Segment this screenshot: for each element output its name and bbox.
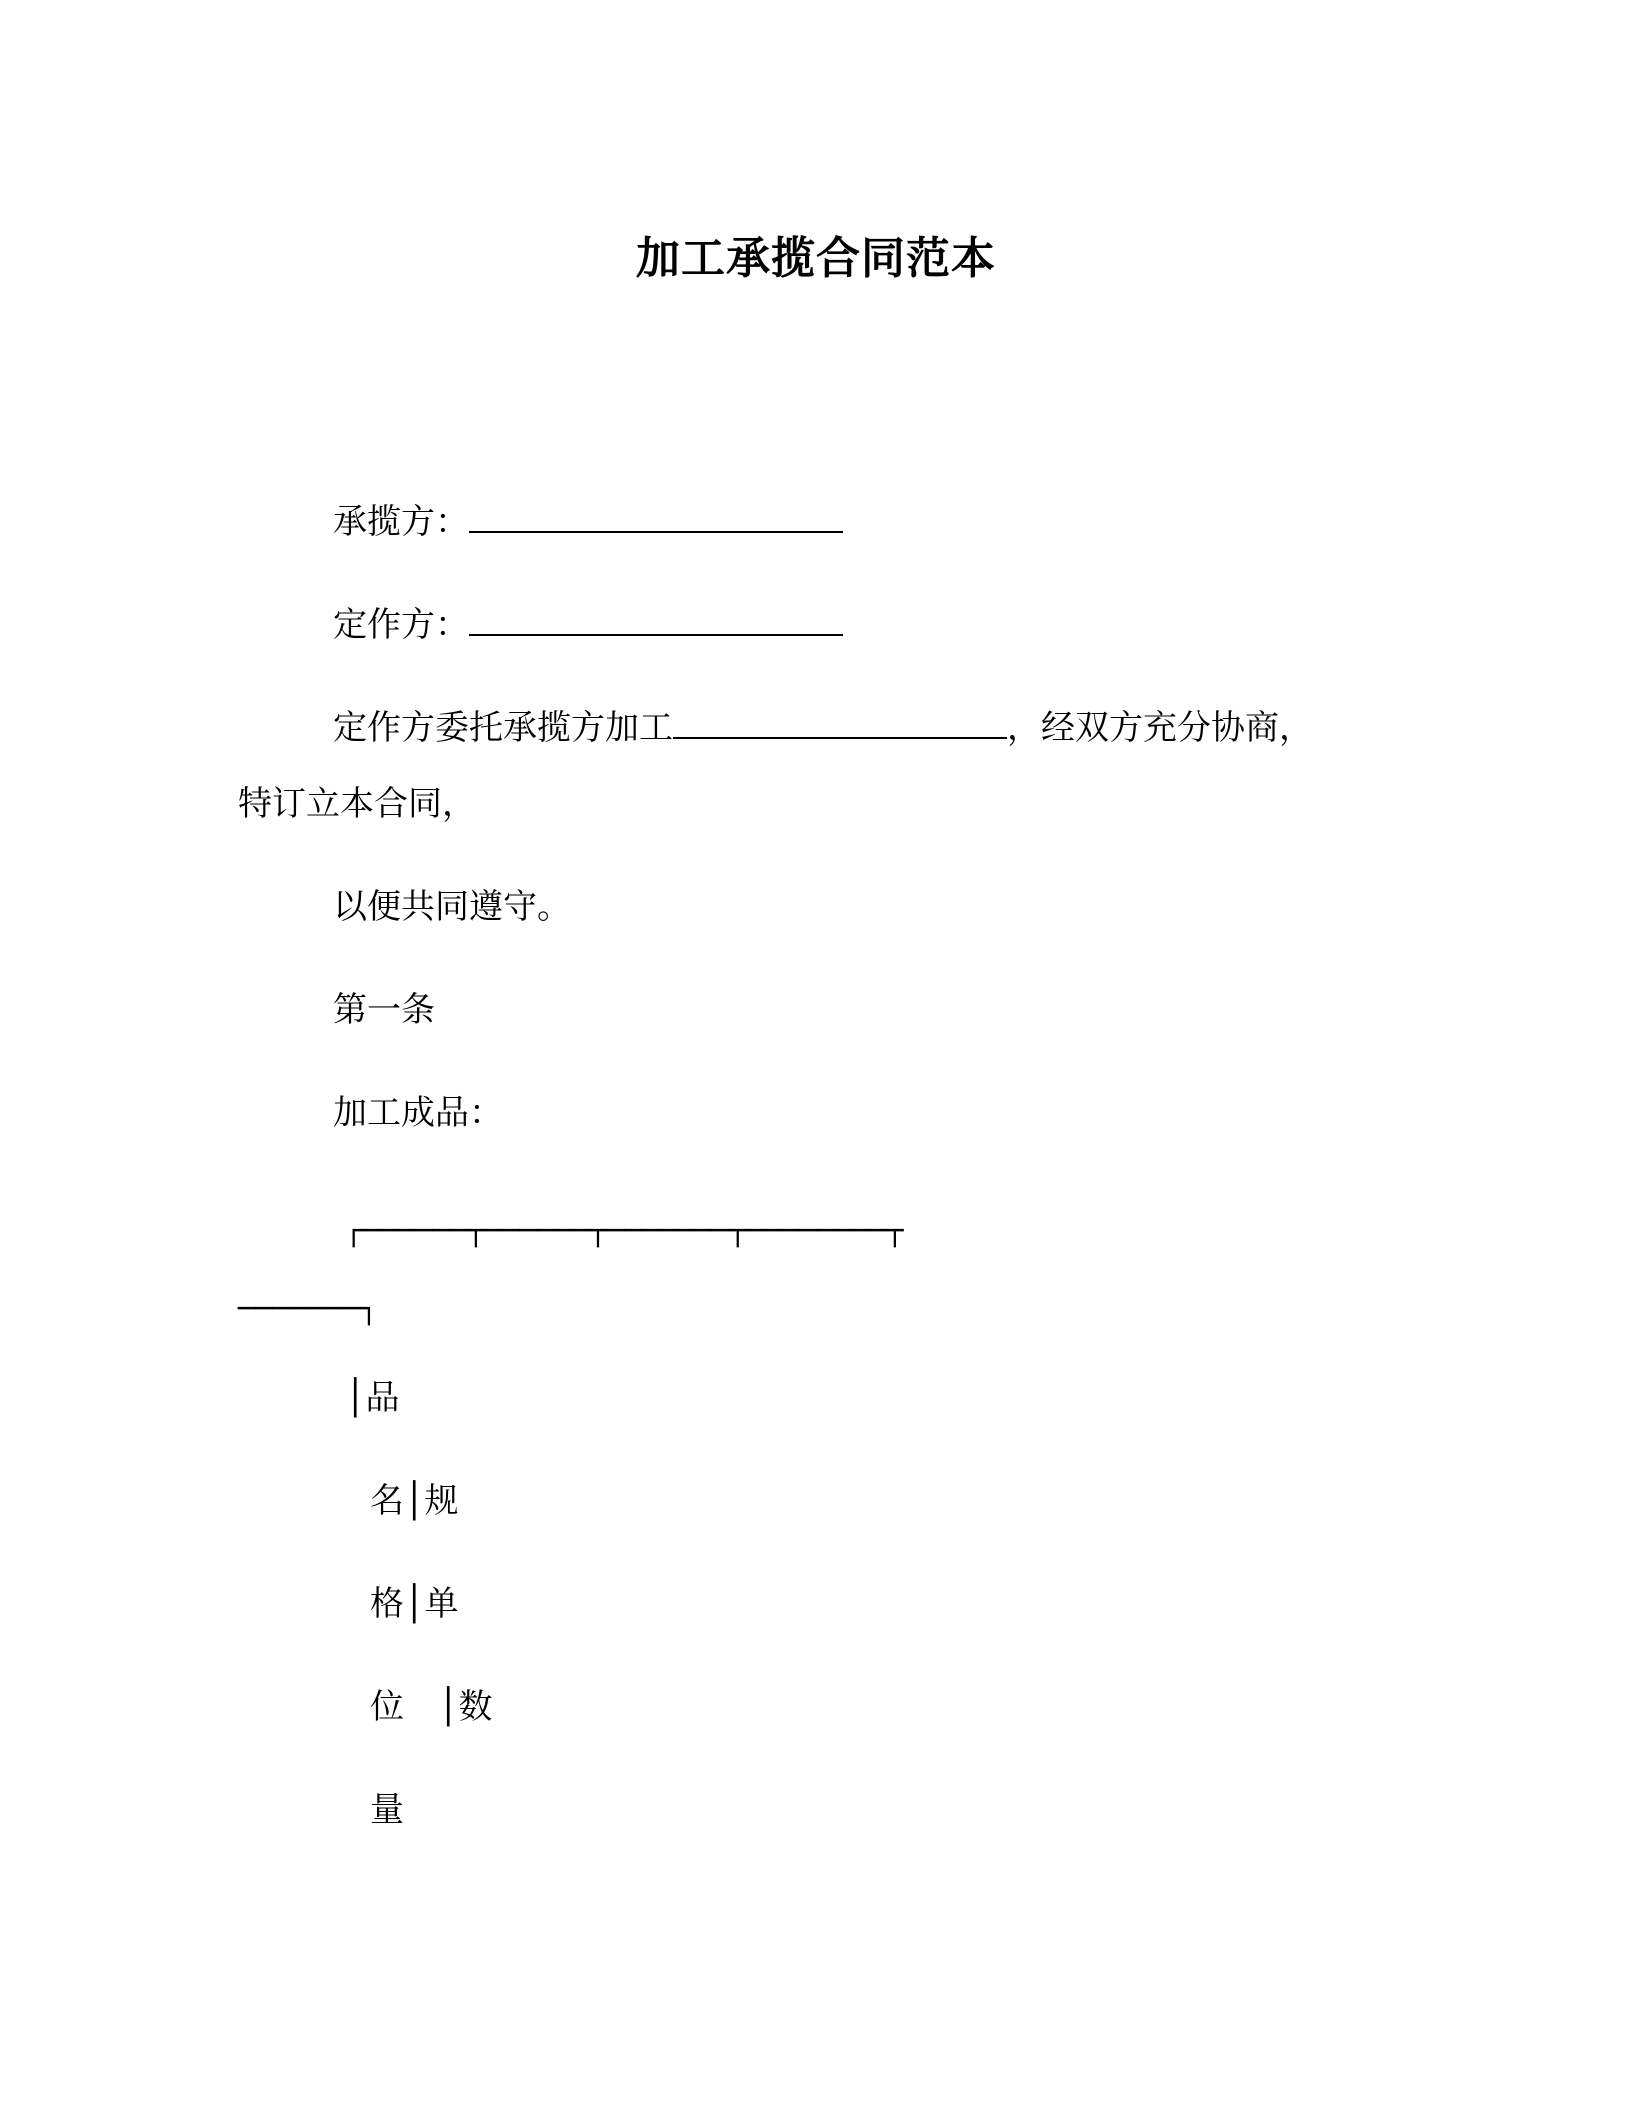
intro-line-2: 特订立本合同，	[238, 784, 476, 824]
client-label: 定作方：	[333, 605, 469, 645]
processing-item-blank[interactable]	[673, 709, 1007, 739]
article-one-label: 第一条	[333, 990, 435, 1030]
contractor-line	[333, 502, 843, 542]
contractor-label: 承揽方：	[333, 502, 469, 542]
table-row-1: │品	[345, 1378, 400, 1418]
intro-line-1	[333, 708, 1313, 748]
client-blank[interactable]	[469, 606, 843, 636]
client-line	[333, 605, 843, 645]
table-row-5: 量	[370, 1790, 404, 1830]
contractor-blank[interactable]	[469, 503, 843, 533]
article-one-heading: 加工成品：	[333, 1093, 503, 1133]
table-top-border: ┌──────┬──────┬───────┬────────┬	[345, 1213, 904, 1247]
table-top-border-cont: ───────┐	[238, 1291, 378, 1325]
intro-part-2: ，经双方充分协商，	[1007, 708, 1313, 748]
intro-line-3: 以便共同遵守。	[333, 887, 571, 927]
intro-part-1: 定作方委托承揽方加工	[333, 708, 673, 748]
table-row-4: 位 │数	[370, 1687, 493, 1727]
document-title: 加工承揽合同范本	[636, 233, 996, 284]
table-row-3: 格│单	[370, 1584, 459, 1624]
table-row-2: 名│规	[370, 1481, 459, 1521]
